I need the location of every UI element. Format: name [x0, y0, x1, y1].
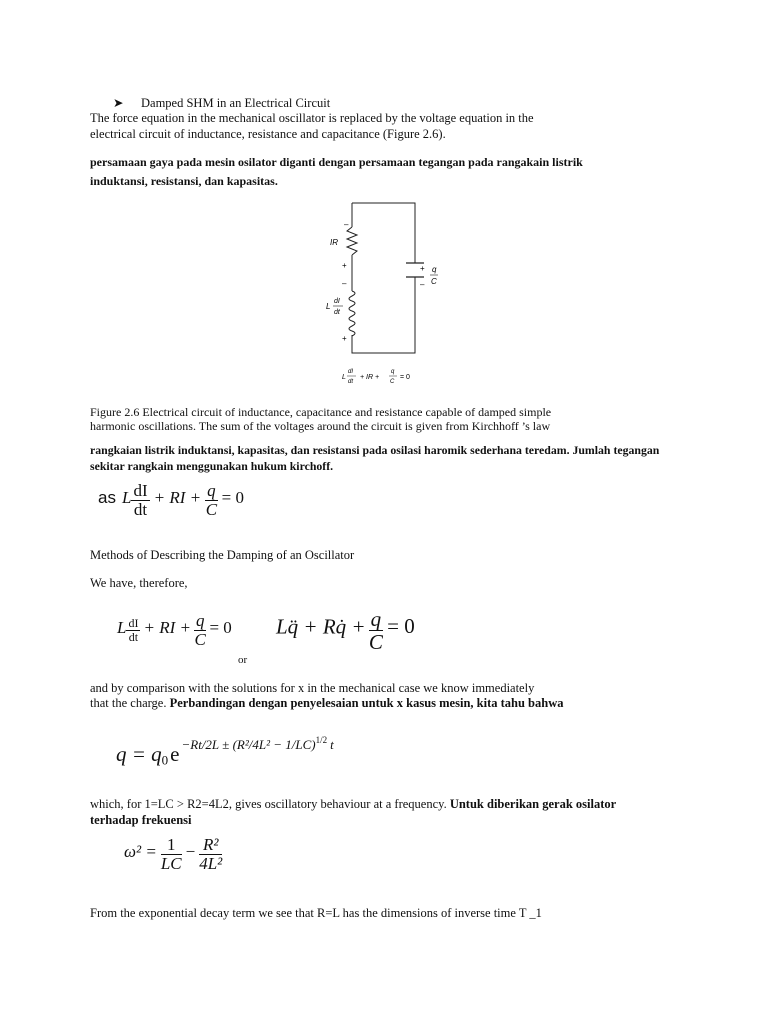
section-heading — [113, 95, 330, 111]
comparison-line-2: that the charge. Perbandingan dengan penyelesaian untuk x kasus mesin, kita tahu bahwa — [90, 696, 564, 710]
wire-bottom-right — [352, 277, 415, 353]
methods-heading: Methods of Describing the Damping of an Oscillator — [90, 548, 355, 562]
which-line-1: which, for 1=LC > R2=4L2, gives oscillatory behaviour at a frequency. Untuk diberikan gerak osilator — [90, 797, 617, 811]
caption-line-2: harmonic oscillations. The sum of the voltages around the circuit is given from Kirchhoff ’s law — [90, 419, 551, 433]
label-di: dI — [334, 298, 340, 305]
label-q: q — [432, 265, 437, 274]
eq-or-word: or — [238, 654, 248, 666]
label-cap-plus: + — [420, 264, 425, 273]
caption-id-line-1: rangkaian listrik induktansi, kapasitas, dan resistansi pada osilasi haromik sederhana teredam. Jumlah tegangan — [90, 443, 660, 457]
eq-as-word: as — [98, 488, 116, 508]
rlc-circuit-diagram — [320, 195, 460, 390]
which-line-2: terhadap frekuensi — [90, 813, 192, 827]
label-c: C — [431, 277, 437, 286]
label-l: L — [326, 302, 331, 311]
caption-id-line-2: sekitar rangkain menggunakan hukum kirchoff. — [90, 459, 334, 473]
equation-omega: ω² = $\frac{1}{LC}$ − $\frac{\text{R²}}{\text{4L²}}$ — [124, 835, 223, 873]
circuit-eq-c: C — [390, 379, 395, 385]
label-plus-mid: + — [342, 261, 347, 270]
section-heading-text: Damped SHM in an Electrical Circuit — [141, 96, 331, 110]
equation-charge: $q = q_0e -Rt/2L \pm (R^2/4L^2 - 1/LC)^{1/2}$ t — [116, 735, 334, 768]
equation-pair-right: Lq̈ + Rq̇ + $\frac{q}{C}$ = 0 — [276, 607, 415, 655]
final-line: From the exponential decay term we see that R=L has the dimensions of inverse time T _1 — [90, 906, 542, 920]
wire-top-right — [352, 203, 415, 263]
equation-pair-left: L $\frac{dI}{dt}$ + RI + $\frac{q}{C}$ = 0 — [117, 611, 232, 649]
inductor-symbol — [349, 291, 355, 336]
label-ir: IR — [330, 238, 338, 247]
circuit-eq-q: q — [391, 369, 395, 375]
circuit-eq-mid: + IR + — [360, 374, 380, 381]
circuit-eq-dt: dt — [348, 379, 354, 385]
eq-as-rhs: = 0 — [221, 488, 244, 508]
label-plus-bottom: + — [342, 334, 347, 343]
circuit-eq-di: dI — [348, 369, 354, 375]
eq-as-frac-di-dt: $\frac{dI}{dt}$ — [133, 481, 148, 519]
intro-line-1: The force equation in the mechanical oscillator is replaced by the voltage equation in the — [90, 111, 534, 125]
circuit-eq-l: L — [342, 374, 346, 381]
comparison-line-1: and by comparison with the solutions for x in the mechanical case we know immediately — [90, 681, 535, 695]
resistor-symbol — [347, 227, 357, 255]
equation-kirchhoff — [98, 482, 244, 519]
label-minus-top: – — [344, 220, 349, 229]
label-cap-minus: – — [420, 280, 425, 289]
intro-id-line-1: persamaan gaya pada mesin osilator diganti dengan persamaan tegangan pada rangakain listrik — [90, 155, 583, 169]
eq-as-ri: + RI + — [153, 488, 202, 508]
eq-as-frac-q-c: $\frac{q}{C}$ — [205, 481, 218, 519]
label-minus-mid: – — [342, 279, 347, 288]
circuit-eq-rhs: = 0 — [400, 374, 410, 381]
label-dt: dt — [334, 309, 340, 316]
intro-id-line-2: induktansi, resistansi, dan kapasitas. — [90, 174, 278, 188]
intro-line-2: electrical circuit of inductance, resistance and capacitance (Figure 2.6). — [90, 127, 446, 141]
we-have-text: We have, therefore, — [90, 576, 188, 590]
eq-as-l: L — [121, 488, 132, 508]
caption-line-1: Figure 2.6 Electrical circuit of inductance, capacitance and resistance capable of damped simple — [90, 405, 552, 419]
bullet-arrow-icon: ➤ — [113, 96, 124, 110]
